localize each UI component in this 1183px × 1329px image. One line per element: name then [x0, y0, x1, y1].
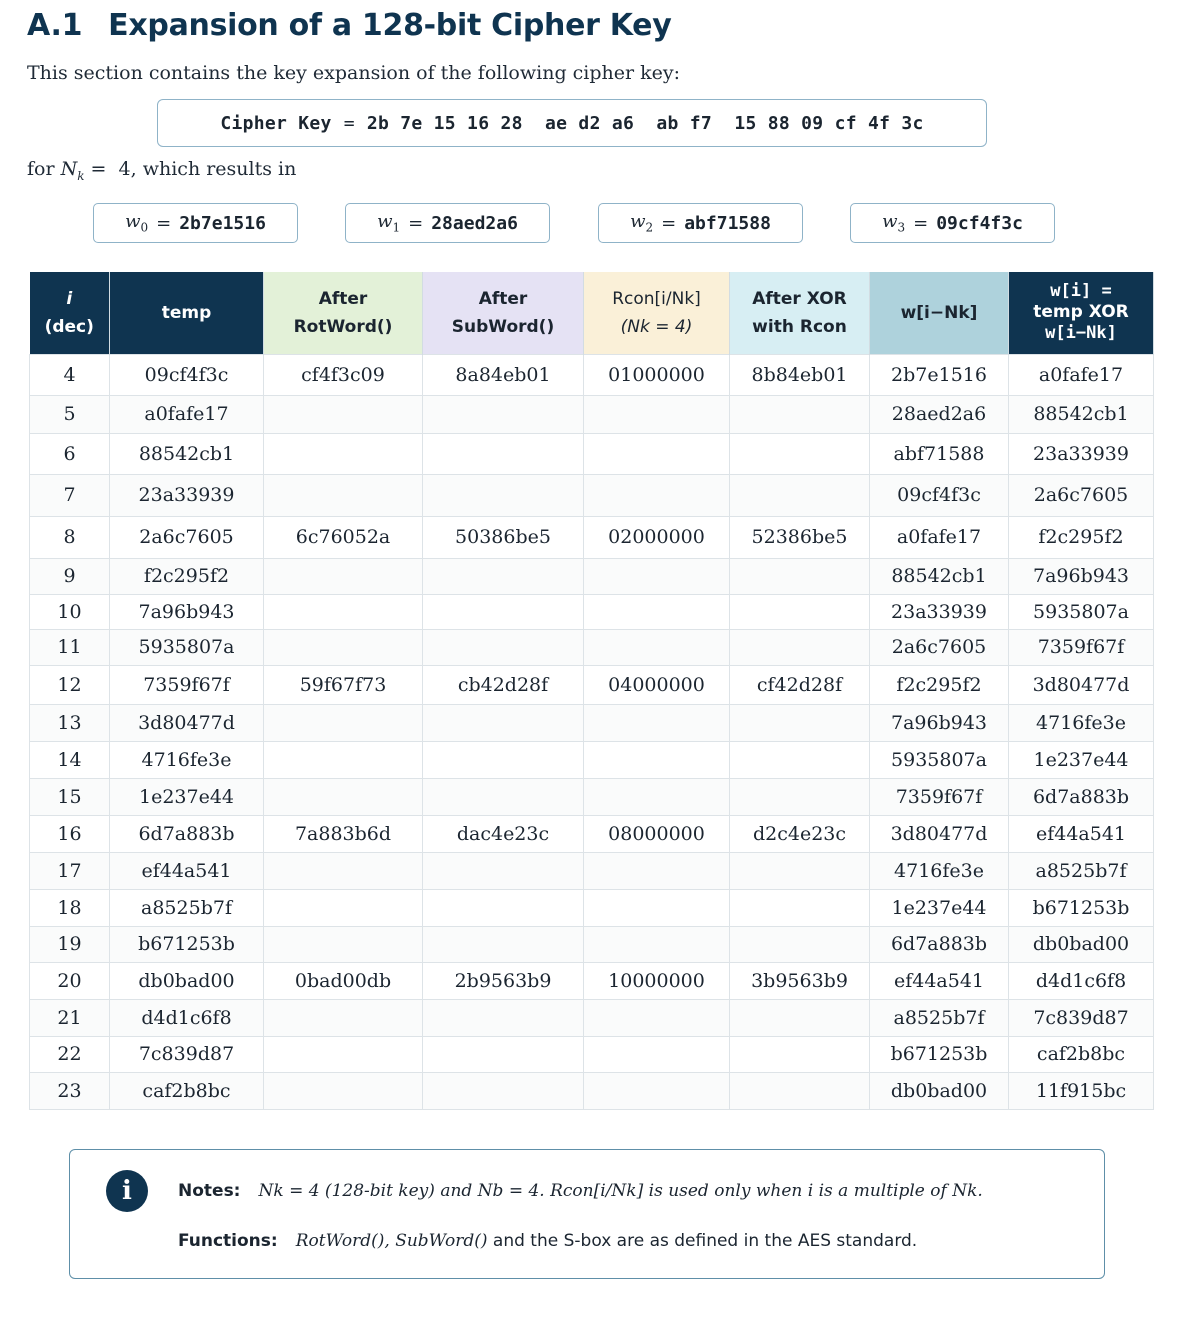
cipher-key-equals: =: [343, 112, 355, 134]
cell-wnk: 5935807a: [870, 741, 1009, 778]
cell-rcon: [584, 433, 730, 474]
cell-xor: 8b84eb01: [730, 354, 870, 395]
cell-temp: 7359f67f: [110, 665, 264, 704]
cell-i: 11: [30, 629, 110, 665]
cell-sub: [423, 558, 584, 594]
cell-rot: cf4f3c09: [264, 354, 423, 395]
cell-i: 4: [30, 354, 110, 395]
cell-wnk: 28aed2a6: [870, 395, 1009, 433]
cell-rcon: [584, 474, 730, 516]
cell-xor: [730, 926, 870, 962]
cell-rcon: [584, 778, 730, 815]
cell-rcon: 02000000: [584, 516, 730, 558]
cell-i: 10: [30, 594, 110, 629]
cell-rcon: [584, 889, 730, 926]
cell-wi: ef44a541: [1009, 815, 1154, 852]
cell-temp: a8525b7f: [110, 889, 264, 926]
cell-rcon: [584, 1036, 730, 1072]
cell-wi: 7c839d87: [1009, 999, 1154, 1036]
table-row: [30, 704, 1154, 741]
cell-rcon: [584, 1072, 730, 1109]
cell-rcon: 08000000: [584, 815, 730, 852]
cell-wnk: 3d80477d: [870, 815, 1009, 852]
cell-rcon: 10000000: [584, 962, 730, 999]
cell-i: 13: [30, 704, 110, 741]
cell-sub: [423, 778, 584, 815]
cell-wi: db0bad00: [1009, 926, 1154, 962]
cell-temp: a0fafe17: [110, 395, 264, 433]
cell-wi: 88542cb1: [1009, 395, 1154, 433]
cipher-key-box: [157, 99, 987, 147]
cell-rot: 6c76052a: [264, 516, 423, 558]
cell-temp: d4d1c6f8: [110, 999, 264, 1036]
cell-wnk: 4716fe3e: [870, 852, 1009, 889]
notes-label: Notes:: [178, 1181, 241, 1201]
functions-text: and the S-box are as defined in the AES standard.: [487, 1231, 918, 1251]
cell-rot: [264, 558, 423, 594]
word-box-w3: [850, 203, 1055, 243]
cell-rot: [264, 1036, 423, 1072]
word-value: 09cf4f3c: [936, 212, 1023, 234]
cell-xor: 3b9563b9: [730, 962, 870, 999]
cell-xor: cf42d28f: [730, 665, 870, 704]
cell-sub: [423, 741, 584, 778]
word-label: $w_3$: [882, 211, 906, 235]
for-nk-sub: k: [77, 168, 85, 183]
intro-text: This section contains the key expansion of the following cipher key:: [27, 62, 681, 84]
table-body: [30, 354, 1154, 1109]
for-nk-var: N: [60, 158, 78, 180]
cell-temp: 09cf4f3c: [110, 354, 264, 395]
word-equals: =: [661, 212, 677, 234]
cell-sub: 50386be5: [423, 516, 584, 558]
cell-rot: [264, 889, 423, 926]
cell-temp: 88542cb1: [110, 433, 264, 474]
cell-xor: [730, 629, 870, 665]
cell-rot: [264, 778, 423, 815]
cell-rot: [264, 741, 423, 778]
cell-sub: cb42d28f: [423, 665, 584, 704]
cell-wi: d4d1c6f8: [1009, 962, 1154, 999]
cell-rcon: [584, 395, 730, 433]
cell-xor: d2c4e23c: [730, 815, 870, 852]
cell-temp: 5935807a: [110, 629, 264, 665]
cell-temp: 6d7a883b: [110, 815, 264, 852]
cell-temp: 2a6c7605: [110, 516, 264, 558]
cell-wi: 7a96b943: [1009, 558, 1154, 594]
table-row: [30, 354, 1154, 395]
cell-sub: [423, 889, 584, 926]
cell-xor: [730, 741, 870, 778]
cell-xor: [730, 889, 870, 926]
cell-sub: dac4e23c: [423, 815, 584, 852]
cell-sub: 8a84eb01: [423, 354, 584, 395]
table-row: [30, 889, 1154, 926]
table-header-row: [30, 272, 1154, 354]
cell-temp: 7c839d87: [110, 1036, 264, 1072]
cell-xor: [730, 1072, 870, 1109]
cell-wi: 1e237e44: [1009, 741, 1154, 778]
cell-sub: [423, 433, 584, 474]
cell-wnk: 09cf4f3c: [870, 474, 1009, 516]
cell-sub: [423, 852, 584, 889]
cell-wi: 5935807a: [1009, 594, 1154, 629]
cell-rcon: [584, 741, 730, 778]
word-label: $w_0$: [125, 211, 149, 235]
table-row: [30, 999, 1154, 1036]
cell-rot: [264, 433, 423, 474]
cell-xor: [730, 999, 870, 1036]
cell-rot: [264, 1072, 423, 1109]
cell-sub: [423, 1072, 584, 1109]
cell-rot: [264, 474, 423, 516]
table-row: [30, 474, 1154, 516]
cell-xor: [730, 474, 870, 516]
notes-text: Nk = 4 (128-bit key) and Nb = 4. Rcon[i/Nk] is used only when i is a multiple of Nk.: [258, 1181, 983, 1201]
word-equals: =: [913, 212, 929, 234]
cell-rcon: [584, 852, 730, 889]
cell-rot: [264, 852, 423, 889]
cell-i: 18: [30, 889, 110, 926]
cell-xor: [730, 778, 870, 815]
table-row: [30, 558, 1154, 594]
cell-sub: [423, 395, 584, 433]
cell-i: 22: [30, 1036, 110, 1072]
cell-sub: [423, 594, 584, 629]
cell-temp: b671253b: [110, 926, 264, 962]
cell-wnk: f2c295f2: [870, 665, 1009, 704]
for-nk-text: [27, 158, 296, 183]
cell-rot: [264, 999, 423, 1036]
word-label: $w_1$: [377, 211, 401, 235]
functions-line: [178, 1231, 917, 1251]
word-box-w1: [345, 203, 550, 243]
cell-xor: [730, 433, 870, 474]
word-value: abf71588: [684, 212, 771, 234]
cell-wnk: a0fafe17: [870, 516, 1009, 558]
word-value: 2b7e1516: [179, 212, 266, 234]
cell-i: 6: [30, 433, 110, 474]
cell-rcon: 04000000: [584, 665, 730, 704]
header-temp: temp: [110, 272, 264, 354]
cell-wnk: ef44a541: [870, 962, 1009, 999]
cell-i: 9: [30, 558, 110, 594]
for-nk-rest: = 4, which results in: [84, 158, 297, 180]
header-rotword: After RotWord(): [264, 272, 423, 354]
cell-sub: 2b9563b9: [423, 962, 584, 999]
cell-xor: 52386be5: [730, 516, 870, 558]
cell-xor: [730, 558, 870, 594]
table-row: [30, 815, 1154, 852]
table-row: [30, 926, 1154, 962]
cell-i: 5: [30, 395, 110, 433]
cell-i: 14: [30, 741, 110, 778]
cell-rot: 7a883b6d: [264, 815, 423, 852]
cell-xor: [730, 395, 870, 433]
table-row: [30, 1036, 1154, 1072]
header-subword: After SubWord(): [423, 272, 584, 354]
cell-wnk: 23a33939: [870, 594, 1009, 629]
cell-sub: [423, 926, 584, 962]
word-value: 28aed2a6: [431, 212, 518, 234]
cell-temp: db0bad00: [110, 962, 264, 999]
cell-sub: [423, 474, 584, 516]
table-row: [30, 741, 1154, 778]
cell-rot: [264, 704, 423, 741]
cell-rcon: [584, 594, 730, 629]
table-row: [30, 665, 1154, 704]
table-row: [30, 852, 1154, 889]
notes-box: [69, 1149, 1105, 1279]
cell-rot: [264, 926, 423, 962]
cell-wnk: db0bad00: [870, 1072, 1009, 1109]
cell-wnk: a8525b7f: [870, 999, 1009, 1036]
cell-rcon: [584, 629, 730, 665]
cell-sub: [423, 999, 584, 1036]
cell-wnk: 88542cb1: [870, 558, 1009, 594]
cell-wnk: 2a6c7605: [870, 629, 1009, 665]
cell-i: 7: [30, 474, 110, 516]
cell-xor: [730, 704, 870, 741]
cell-wi: a0fafe17: [1009, 354, 1154, 395]
table-row: [30, 516, 1154, 558]
cell-wi: 4716fe3e: [1009, 704, 1154, 741]
cell-temp: caf2b8bc: [110, 1072, 264, 1109]
cell-rot: [264, 594, 423, 629]
word-box-w0: [93, 203, 298, 243]
cell-wnk: 1e237e44: [870, 889, 1009, 926]
word-equals: =: [408, 212, 424, 234]
cipher-key-value: 2b 7e 15 16 28 ae d2 a6 ab f7 15 88 09 cf 4f 3c: [366, 112, 924, 134]
cell-i: 20: [30, 962, 110, 999]
cell-wnk: 7a96b943: [870, 704, 1009, 741]
cell-wnk: abf71588: [870, 433, 1009, 474]
cell-i: 23: [30, 1072, 110, 1109]
cell-temp: 4716fe3e: [110, 741, 264, 778]
table-row: [30, 594, 1154, 629]
word-box-w2: [598, 203, 803, 243]
cell-i: 21: [30, 999, 110, 1036]
cell-sub: [423, 1036, 584, 1072]
cell-wnk: b671253b: [870, 1036, 1009, 1072]
table-row: [30, 962, 1154, 999]
cell-wnk: 7359f67f: [870, 778, 1009, 815]
cell-xor: [730, 852, 870, 889]
cell-xor: [730, 594, 870, 629]
cell-xor: [730, 1036, 870, 1072]
table-row: [30, 1072, 1154, 1109]
word-equals: =: [156, 212, 172, 234]
cell-rcon: [584, 999, 730, 1036]
table-row: [30, 395, 1154, 433]
table-row: [30, 433, 1154, 474]
header-i: i (dec): [30, 272, 110, 354]
cell-i: 15: [30, 778, 110, 815]
header-w-i-minus-nk: w[i−Nk]: [870, 272, 1009, 354]
cell-wi: f2c295f2: [1009, 516, 1154, 558]
cell-temp: 3d80477d: [110, 704, 264, 741]
cell-wi: 11f915bc: [1009, 1072, 1154, 1109]
cell-sub: [423, 629, 584, 665]
cell-temp: 1e237e44: [110, 778, 264, 815]
cell-i: 8: [30, 516, 110, 558]
cell-temp: 7a96b943: [110, 594, 264, 629]
cell-wi: 23a33939: [1009, 433, 1154, 474]
cell-wi: b671253b: [1009, 889, 1154, 926]
cell-rcon: [584, 704, 730, 741]
table-row: [30, 629, 1154, 665]
key-expansion-table: [29, 272, 1154, 1110]
cell-rot: [264, 629, 423, 665]
cell-rcon: [584, 926, 730, 962]
functions-math: RotWord(), SubWord(): [295, 1231, 488, 1251]
cell-rcon: 01000000: [584, 354, 730, 395]
header-rcon: Rcon[i/Nk] (Nk = 4): [584, 272, 730, 354]
header-w-i: w[i] = temp XOR w[i−Nk]: [1009, 272, 1154, 354]
cell-i: 19: [30, 926, 110, 962]
cell-wi: caf2b8bc: [1009, 1036, 1154, 1072]
cell-temp: 23a33939: [110, 474, 264, 516]
cipher-key-label: Cipher Key: [220, 112, 332, 134]
cell-wi: 3d80477d: [1009, 665, 1154, 704]
cell-i: 16: [30, 815, 110, 852]
cell-temp: f2c295f2: [110, 558, 264, 594]
for-nk-prefix: for: [27, 158, 55, 180]
cell-i: 17: [30, 852, 110, 889]
cell-wi: 2a6c7605: [1009, 474, 1154, 516]
cell-sub: [423, 704, 584, 741]
section-title-text: Expansion of a 128-bit Cipher Key: [108, 8, 672, 43]
cell-i: 12: [30, 665, 110, 704]
cell-rot: 59f67f73: [264, 665, 423, 704]
cell-wi: a8525b7f: [1009, 852, 1154, 889]
section-number: A.1: [27, 8, 83, 43]
cell-rot: [264, 395, 423, 433]
cell-rcon: [584, 558, 730, 594]
word-label: $w_2$: [630, 211, 654, 235]
cell-rot: 0bad00db: [264, 962, 423, 999]
table-row: [30, 778, 1154, 815]
cell-wi: 7359f67f: [1009, 629, 1154, 665]
cell-wnk: 6d7a883b: [870, 926, 1009, 962]
cell-wi: 6d7a883b: [1009, 778, 1154, 815]
section-title: [27, 8, 671, 43]
cell-temp: ef44a541: [110, 852, 264, 889]
header-after-xor: After XOR with Rcon: [730, 272, 870, 354]
notes-line: [178, 1181, 983, 1201]
cell-wnk: 2b7e1516: [870, 354, 1009, 395]
info-icon: i: [106, 1170, 148, 1212]
functions-label: Functions:: [178, 1231, 278, 1251]
